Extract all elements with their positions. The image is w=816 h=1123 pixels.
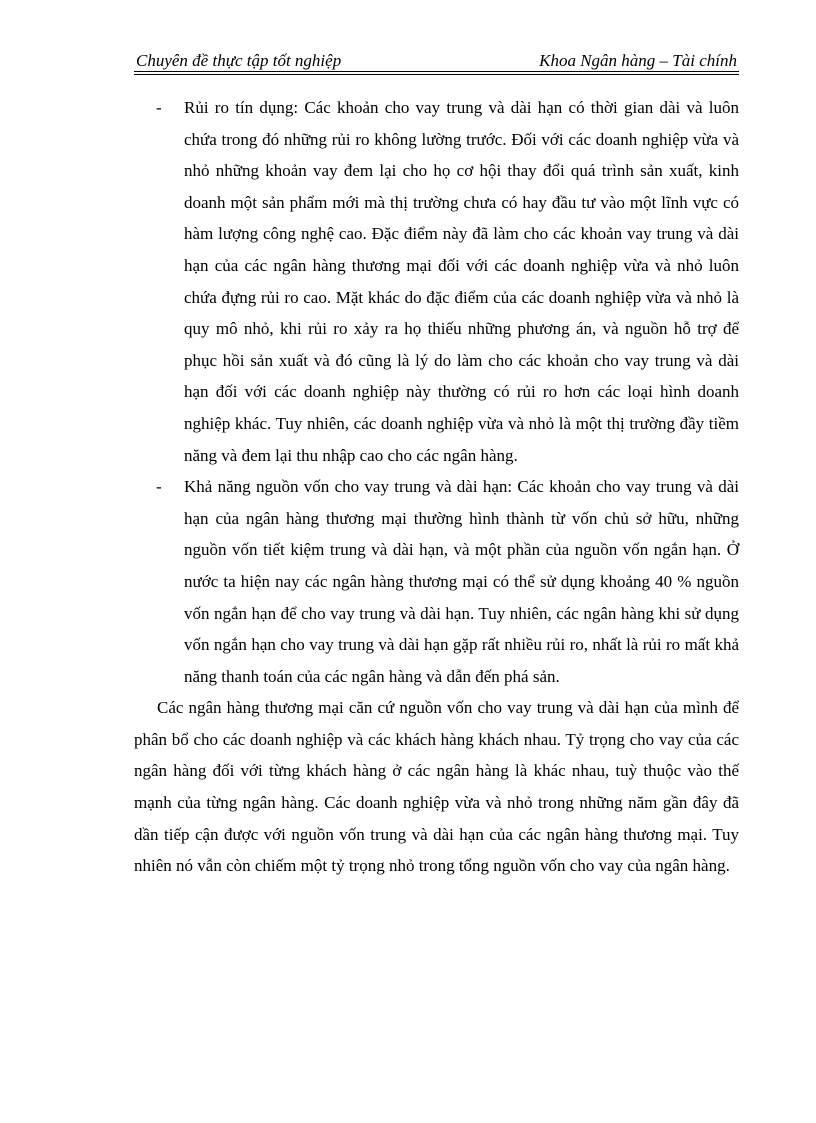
bullet-text: Khả năng nguồn vốn cho vay trung và dài hạn: Các khoản cho vay trung và dài hạn của ngân hàng thương mại thường hình thành từ vốn chủ sở hữu, những nguồn vốn tiết kiệm trung và dài hạn, và một phần của nguồn vốn ngắn hạn. Ở nước ta hiện nay các ngân hàng thương mại có thể sử dụng khoảng 40 % nguồn vốn ngắn hạn để cho vay trung và dài hạn. Tuy nhiên, các ngân hàng khi sử dụng vốn ngắn hạn cho vay trung và dài hạn gặp rất nhiều rủi ro, nhất là rủi ro mất khả năng thanh toán của các ngân hàng và dẫn đến phá sản. (184, 477, 739, 686)
bullet-dash: - (156, 98, 162, 117)
header-right-title: Khoa Ngân hàng – Tài chính (539, 51, 737, 70)
header-rule (134, 71, 739, 72)
bullet-item-credit-risk (134, 92, 739, 471)
bullet-item-funding-capacity (134, 471, 739, 692)
header-left-title: Chuyên đề thực tập tốt nghiệp (136, 51, 342, 70)
bullet-text: Rủi ro tín dụng: Các khoản cho vay trung và dài hạn có thời gian dài và luôn chứa trong đó những rủi ro không lường trước. Đối với các doanh nghiệp vừa và nhỏ những khoản vay đem lại cho họ cơ hội thay đổi quá trình sản xuất, kinh doanh một sản phẩm mới mà thị trường chưa có hay đầu tư vào một lĩnh vực có hàm lượng công nghệ cao. Đặc điểm này đã làm cho các khoản vay trung và dài hạn của các ngân hàng thương mại đối với các doanh nghiệp vừa và nhỏ luôn chứa đựng rủi ro cao. Mặt khác do đặc điểm của các doanh nghiệp vừa và nhỏ là quy mô nhỏ, khi rủi ro xảy ra họ thiếu những phương án, và nguồn hỗ trợ để phục hồi sản xuất và đó cũng là lý do làm cho các khoản cho vay trung và dài hạn đối với các doanh nghiệp này thường có rủi ro hơn các loại hình doanh nghiệp khác. Tuy nhiên, các doanh nghiệp vừa và nhỏ là một thị trường đầy tiềm năng và đem lại thu nhập cao cho các ngân hàng. (184, 98, 739, 465)
page-header (136, 48, 737, 72)
bullet-dash: - (156, 477, 162, 497)
header-rule-secondary (134, 74, 739, 75)
closing-paragraph: Các ngân hàng thương mại căn cứ nguồn vốn cho vay trung và dài hạn của mình để phân bổ cho các doanh nghiệp và các khách hàng khách nhau. Tỷ trọng cho vay của các ngân hàng đối với từng khách hàng ở các ngân hàng là khác nhau, tuỳ thuộc vào thế mạnh của từng ngân hàng. Các doanh nghiệp vừa và nhỏ trong những năm gần đây đã dần tiếp cận được với nguồn vốn trung và dài hạn của các ngân hàng thương mại. Tuy nhiên nó vẫn còn chiếm một tỷ trọng nhỏ trong tổng nguồn vốn cho vay của ngân hàng. (134, 698, 739, 876)
document-body (134, 92, 739, 882)
